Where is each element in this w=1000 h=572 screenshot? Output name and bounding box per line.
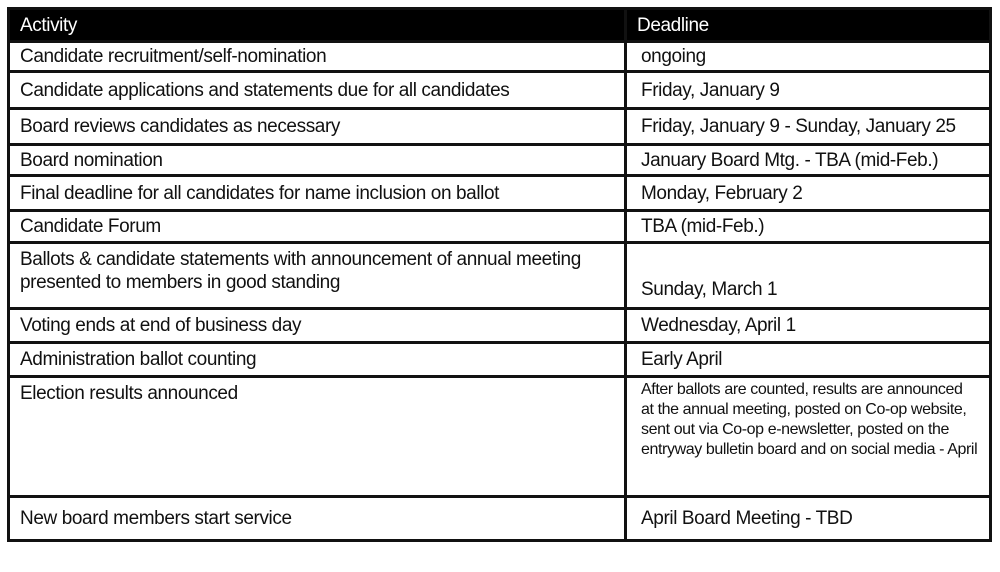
- table-row: [9, 72, 991, 109]
- activity-cell: Candidate Forum: [9, 211, 626, 243]
- table-row: [9, 211, 991, 243]
- activity-cell: New board members start service: [9, 497, 626, 541]
- table-row: [9, 343, 991, 377]
- activity-cell: Final deadline for all candidates for name inclusion on ballot: [9, 176, 626, 211]
- deadline-cell: Monday, February 2: [626, 176, 991, 211]
- activity-cell: Administration ballot counting: [9, 343, 626, 377]
- table-row: [9, 176, 991, 211]
- deadline-cell: Friday, January 9: [626, 72, 991, 109]
- activity-cell: Board reviews candidates as necessary: [9, 109, 626, 145]
- deadline-cell: ongoing: [626, 42, 991, 72]
- deadline-cell: January Board Mtg. - TBA (mid-Feb.): [626, 145, 991, 176]
- activity-cell: Voting ends at end of business day: [9, 309, 626, 343]
- table-row: [9, 497, 991, 541]
- header-deadline: Deadline: [626, 9, 991, 42]
- table-row: [9, 145, 991, 176]
- header-activity: Activity: [9, 9, 626, 42]
- election-timeline-table: [7, 7, 992, 542]
- table-row: [9, 42, 991, 72]
- activity-cell: Election results announced: [9, 377, 626, 497]
- table-row: [9, 309, 991, 343]
- table-row: [9, 109, 991, 145]
- deadline-cell: Early April: [626, 343, 991, 377]
- header-row: [9, 9, 991, 42]
- deadline-cell: Wednesday, April 1: [626, 309, 991, 343]
- table-row: [9, 377, 991, 497]
- deadline-cell: Sunday, March 1: [626, 243, 991, 309]
- deadline-cell: April Board Meeting - TBD: [626, 497, 991, 541]
- activity-cell: Ballots & candidate statements with announcement of annual meeting presented to members in good standing: [9, 243, 626, 309]
- activity-cell: Board nomination: [9, 145, 626, 176]
- activity-cell: Candidate recruitment/self-nomination: [9, 42, 626, 72]
- deadline-cell: TBA (mid-Feb.): [626, 211, 991, 243]
- deadline-cell: Friday, January 9 - Sunday, January 25: [626, 109, 991, 145]
- activity-cell: Candidate applications and statements due for all candidates: [9, 72, 626, 109]
- table-row: [9, 243, 991, 309]
- deadline-cell: After ballots are counted, results are announced at the annual meeting, posted on Co-op website, sent out via Co-op e-newsletter, posted on the entryway bulletin board and on social media - April: [626, 377, 991, 497]
